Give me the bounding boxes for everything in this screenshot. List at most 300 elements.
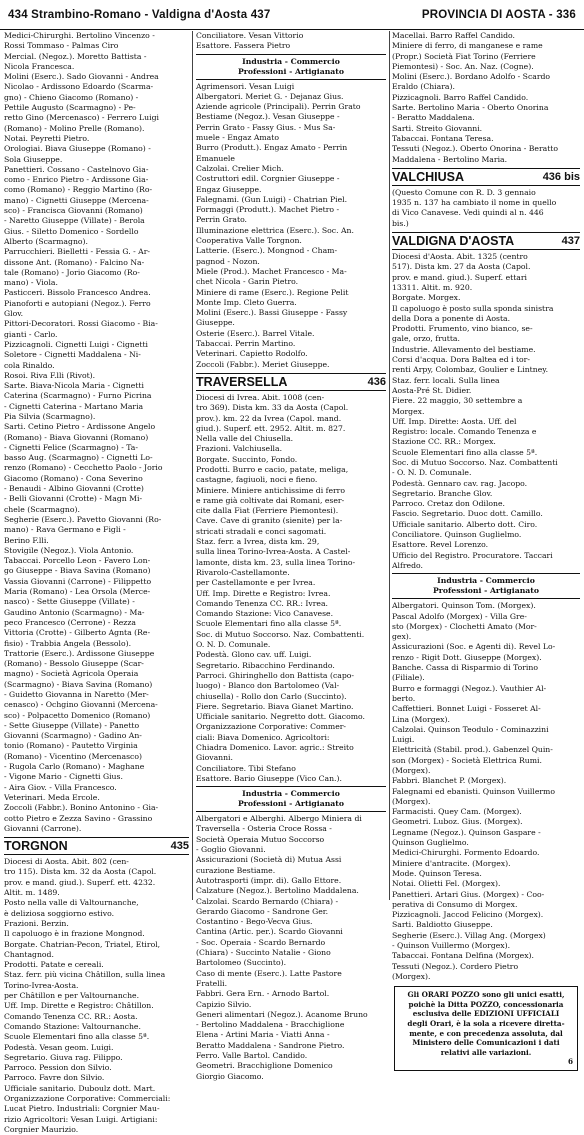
text-line: Caso di mente (Eserc.). Latte Pastore bbox=[196, 968, 342, 978]
text-line: Morgex. bbox=[392, 406, 425, 416]
text-line: gale, orzo, frutta. bbox=[392, 334, 460, 344]
section-heading-line: Industria - Commercio bbox=[242, 56, 340, 66]
text-line: Parroci. Ghiringhello don Battista (capo- bbox=[196, 670, 354, 680]
text-line: Aosta-Pré St. Didier. bbox=[392, 385, 472, 395]
text-line: Gerardo Giacomo - Sandrone Ger. bbox=[196, 906, 329, 916]
text-line: Segretario. Ribacchino Ferdinando. bbox=[196, 660, 335, 670]
text-line: Parroco. Cretaz don Odilone. bbox=[392, 499, 506, 509]
text-line: Agrimensori. Vesan Luigi bbox=[196, 81, 295, 91]
traversella-info bbox=[196, 393, 386, 784]
text-line: (Romano) - Biava Giovanni (Romano) bbox=[4, 432, 149, 442]
text-line: (Morgex). bbox=[392, 766, 431, 775]
town-title-traversella: TRAVERSELLA bbox=[196, 374, 288, 389]
text-line: Generi alimentari (Negoz.). Acanome Bruno bbox=[196, 1009, 368, 1019]
text-line: Stazione CC. RR.: Morgex. bbox=[392, 437, 496, 447]
text-line: sco) - Polpacetto Domenico (Romano) bbox=[4, 710, 151, 720]
text-line: - Sette Giuseppe (Villate) - Panetto bbox=[4, 720, 140, 730]
text-line: esclusiva delle EDIZIONI UFFICIALI bbox=[412, 1009, 560, 1019]
text-line: Conciliatore. Quinson Guglielmo. bbox=[392, 530, 522, 540]
text-line: Sarti. Baldiotto Giuseppe. bbox=[392, 920, 493, 930]
text-line: Macellai. Barro Raffel Candido. bbox=[392, 31, 515, 40]
text-line: - Cignetti Felice (Scarmagno) - Ta- bbox=[4, 442, 138, 452]
text-line: (Morgex). bbox=[392, 796, 431, 806]
text-line: giud.). Superf. ett. 2952. Altit. m. 827. bbox=[196, 423, 346, 433]
section-heading-line: Industria - Commercio bbox=[242, 789, 340, 799]
text-line: sulla linea Torino-Ivrea-Aosta. A Castel- bbox=[196, 547, 351, 557]
text-line: 1935 n. 137 ha cambiato il nome in quello bbox=[392, 198, 557, 208]
text-line: Elettricità (Stabil. prod.). Gabenzel Quin- bbox=[392, 745, 553, 755]
text-line: cotto Pietro e Zezza Savino - Grassino bbox=[4, 813, 153, 823]
text-line: Staz. ferr. più vicina Châtillon, sulla linea bbox=[4, 970, 166, 980]
town-title-bar bbox=[392, 168, 580, 186]
text-line: Rosoi. Riva F.lli (Rivot). bbox=[4, 370, 96, 380]
text-line: Sarti. Streito Giovanni. bbox=[392, 123, 483, 133]
text-line: Fabbri. Blanchet P. (Morgex). bbox=[392, 776, 507, 786]
section-heading bbox=[392, 576, 580, 596]
text-line: Cooperativa Valle Torgnon. bbox=[196, 236, 302, 246]
text-line: Giacomo (Romano) - Cona Severino bbox=[4, 473, 143, 483]
text-line: stricati stradali e conci sagomati. bbox=[196, 526, 327, 536]
text-line: Tabaccai. Perrin Martino. bbox=[196, 339, 296, 349]
text-line: Trattorie (Eserc.). Ardissone Giuseppe bbox=[4, 648, 155, 658]
text-line: Uff. Imp. Dirette e Registro: Châtillon. bbox=[4, 1001, 154, 1011]
text-line: Scuole Elementari fino alla classe 5ª. bbox=[4, 1032, 150, 1042]
text-line: 517). Dista km. 27 da Aosta (Capol. bbox=[392, 262, 531, 272]
text-line: Vassia Giovanni (Carrone) - Filippetto bbox=[4, 576, 152, 586]
text-line: Falegnami. (Gun Luigi) - Chatrian Piel. bbox=[196, 194, 348, 204]
text-line: Comando Tenenza CC. RR.: Aosta. bbox=[4, 1011, 138, 1021]
text-line: chet Nicola - Garin Pietro. bbox=[196, 277, 299, 287]
text-line: lamonte, dista km. 23, sulla linea Torino- bbox=[196, 557, 356, 567]
text-line: Pizzicagnoli. Jaccod Felicino (Morgex). bbox=[392, 910, 544, 920]
section-heading bbox=[196, 789, 386, 809]
text-line: Prodotti. Patate e cereali. bbox=[4, 960, 104, 970]
text-line: Tessuti (Negoz.). Oberto Onorina - Beratto bbox=[392, 144, 559, 154]
text-line: Parrucchieri. Bielletti - Fessia G. - Ar- bbox=[4, 247, 151, 257]
text-line: Segretario. Giuva rag. Filippo. bbox=[4, 1052, 123, 1062]
text-line: Posto nella valle di Valtournanche, bbox=[4, 898, 139, 908]
text-line: Molini (Eserc.). Bassi Giuseppe - Fassy bbox=[196, 308, 348, 318]
text-line: dissone Ant. (Romano) - Falcino Na- bbox=[4, 257, 145, 267]
text-line: Ministero delle Comunicazioni i dati bbox=[412, 1038, 560, 1048]
text-line: luogo) - Blanco don Bartolomeo (Val- bbox=[196, 681, 340, 691]
text-line: son (Morgex) - Società Elettrica Rumi. bbox=[392, 755, 542, 765]
text-line: perativa di Consumo di Morgex. bbox=[392, 899, 518, 909]
text-line: Organizzazione Corporative: Commerciali: bbox=[4, 1093, 171, 1103]
text-line: Alberto (Scarmagno). bbox=[4, 236, 88, 246]
text-line: Conciliatore. Vesan Vittorio bbox=[196, 31, 304, 40]
text-line: Veterinari. Meda Ercole. bbox=[4, 792, 100, 802]
notice-mark: 6 bbox=[567, 1057, 573, 1067]
text-line: cola Rinaldo. bbox=[4, 360, 55, 370]
text-line: Esattore. Revel Lorenzo. bbox=[392, 540, 489, 550]
text-line: Miniere di rame (Eserc.). Regione Pelit bbox=[196, 287, 349, 297]
text-line: Podestà. Vesan geom. Luigi. bbox=[4, 1042, 114, 1052]
text-line: Ferro. Valle Bartol. Candido. bbox=[196, 1051, 308, 1061]
text-line: gianti - Carlo. bbox=[4, 329, 58, 339]
text-line: Piemontesi) - Soc. An. Naz. (Cogne). bbox=[392, 61, 534, 71]
text-line: Frazioni. Valchiusella. bbox=[196, 444, 283, 454]
text-line: Gaudino Antonio (Scarmagno) - Ma- bbox=[4, 607, 145, 617]
rule bbox=[196, 786, 386, 787]
text-line: degli Orari, è la sola a ricevere diretta- bbox=[407, 1019, 565, 1029]
rule bbox=[196, 811, 386, 812]
town-title-bar bbox=[196, 373, 386, 391]
text-line: Frazioni. Berzin. bbox=[4, 918, 69, 928]
text-line: ciali: Biava Domenico. Agricoltori: bbox=[196, 732, 330, 742]
text-line: Calzature (Negoz.). Bertolino Maddalena. bbox=[196, 886, 359, 896]
text-line: Gius. - Siletto Domenico - Sordello bbox=[4, 226, 139, 236]
text-line: Vittoria (Crotte) - Gilberto Agnta (Re- bbox=[4, 628, 151, 638]
valdigna-directory bbox=[392, 601, 580, 982]
text-line: Tabaccai. Fontana Delfina (Morgex). bbox=[392, 951, 534, 961]
text-line: è deliziosa soggiorno estivo. bbox=[4, 908, 115, 918]
text-line: Pianoforti e autopiani (Negoz.). Ferro bbox=[4, 298, 151, 308]
page-header bbox=[0, 0, 584, 30]
text-line: Il capoluogo è in frazione Mongnod. bbox=[4, 929, 145, 939]
text-line: Perrin Grato. bbox=[196, 215, 248, 225]
text-line: Nicolao - Ardissono Edoardo (Scarma- bbox=[4, 82, 154, 92]
text-line: Molini (Eserc.). Sado Giovanni - Andrea bbox=[4, 72, 159, 82]
section-heading-line: Professioni - Artigianato bbox=[433, 586, 539, 596]
text-line: chele (Scarmagno). bbox=[4, 504, 80, 514]
text-line: per Châtillon e per Valtournanche. bbox=[4, 991, 140, 1001]
text-line: 13311. Altit. m. 920. bbox=[392, 282, 473, 292]
text-line: renzo (Romano) - Cecchetto Paolo - Jorio bbox=[4, 463, 163, 473]
text-line: (Romano) - Vicentino (Mercenasco) bbox=[4, 751, 142, 761]
text-line: Pizzicagnoli. Cignetti Luigi - Cignetti bbox=[4, 339, 149, 349]
text-line: Elena - Artini Maria - Viatti Anna - bbox=[196, 1030, 330, 1040]
text-line: Borgate. Succinto, Fondo. bbox=[196, 454, 298, 464]
text-line: Autotrasporti (impr. di). Gallo Ettore. bbox=[196, 875, 342, 885]
text-line: Legname (Negoz.). Quinson Gaspare - bbox=[392, 827, 541, 837]
text-line: Eraldo (Chiara). bbox=[392, 82, 455, 92]
text-line: Tabaccai. Fontana Teresa. bbox=[392, 133, 494, 143]
text-line: Veterinari. Capietto Rodolfo. bbox=[196, 349, 308, 359]
text-line: Fascio. Segretario. Duoc dott. Camillo. bbox=[392, 509, 543, 519]
text-line: tonio (Romano) - Pautetto Virginia bbox=[4, 741, 138, 751]
text-line: curazione Bestiame. bbox=[196, 865, 276, 875]
text-line: Capizio Silvio. bbox=[196, 999, 252, 1009]
text-line: basso Aug. (Scarmagno) - Cignetti Lo- bbox=[4, 453, 153, 463]
town-number: 435 bbox=[170, 840, 189, 853]
text-line: Pettile Augusto (Scarmagno) - Pe- bbox=[4, 103, 136, 113]
text-line: (Romano) - Bessolo Giuseppe (Scar- bbox=[4, 659, 144, 669]
text-line: e rame già coltivate dai Romani, eser- bbox=[196, 495, 345, 505]
text-line: Lucat Pietro. Industriali: Corgnier Mau- bbox=[4, 1104, 160, 1114]
text-line: Chiadra Domenico. Lavor. agric.: Streito bbox=[196, 743, 354, 752]
text-line: relativi alle variazioni. bbox=[440, 1047, 532, 1057]
text-line: - Quinson Vuillermo (Morgex). bbox=[392, 941, 511, 951]
text-line: Aziende agricole (Principali). Perrin Grato bbox=[196, 102, 361, 112]
text-line: Bartolomeo (Succinto). bbox=[196, 958, 287, 968]
text-line: Ufficio del Registro. Procuratore. Taccari bbox=[392, 550, 553, 560]
text-line: - Belli Giovanni (Crotte) - Magn Mi- bbox=[4, 494, 143, 504]
page-body bbox=[0, 31, 584, 1134]
text-line: Chantagnod. bbox=[4, 949, 54, 959]
text-line: nasco) - Sette Giuseppe (Villate) - bbox=[4, 597, 135, 607]
text-line: Stovigile (Negoz.). Viola Antonio. bbox=[4, 545, 134, 555]
text-line: go Giuseppe - Biava Savina (Romano) bbox=[4, 566, 151, 576]
text-line: Pizzicagnoli. Barro Raffel Candido. bbox=[392, 92, 529, 102]
text-line: Orologiai. Biava Giuseppe (Romano) - bbox=[4, 144, 151, 154]
text-line: castagne, fagiuoli, noci e fieno. bbox=[196, 475, 318, 485]
text-line: Illuminazione elettrica (Eserc.). Soc. An. bbox=[196, 225, 354, 235]
text-line: berto. bbox=[392, 693, 416, 703]
town-title-bar bbox=[392, 232, 580, 250]
text-line: Farmacisti. Quey Cam. (Morgex). bbox=[392, 807, 522, 817]
text-line: Registro: locale. Comando Tenenza e bbox=[392, 427, 537, 437]
town-number: 436 bis bbox=[542, 170, 580, 183]
text-line: Staz. ferr. a Ivrea, dista km. 29, bbox=[196, 537, 320, 547]
text-line: sto (Morgex) - Clochetti Amato (Mor- bbox=[392, 621, 537, 631]
notice-text bbox=[399, 990, 573, 1057]
text-line: Podestà. Gennaro cav. rag. Jacopo. bbox=[392, 478, 528, 488]
text-line: como (Romano) - Reggio Martino (Ro- bbox=[4, 185, 153, 195]
text-line: Soc. di Mutuo Soccorso. Naz. Combattenti. bbox=[196, 629, 365, 639]
text-line: per Castellamonte e per Ivrea. bbox=[196, 578, 316, 588]
text-line: O. N. D. Comunale. bbox=[196, 640, 271, 650]
text-line: Esattore. Fassera Pietro bbox=[196, 41, 291, 51]
text-line: Burro e formaggi (Negoz.). Vauthier Al- bbox=[392, 683, 547, 693]
text-line: Maria (Romano) - Lea Orsola (Merce- bbox=[4, 587, 151, 597]
text-line: - Soc. Operaia - Scardo Bernardo bbox=[196, 937, 326, 947]
text-line: - Guidetto Giovanna in Naretto (Mer- bbox=[4, 690, 149, 699]
column-2 bbox=[196, 31, 386, 1081]
text-line: Altit. m. 1489. bbox=[4, 888, 60, 898]
text-line: cite dalla Fiat (Ferriere Piemontesi). bbox=[196, 506, 339, 516]
text-line: Cave. Cave di granito (sienite) per la- bbox=[196, 516, 343, 526]
text-line: - Naretto Giuseppe (Villate) - Berola bbox=[4, 216, 145, 226]
text-line: tale (Romano) - Jorio Giacomo (Ro- bbox=[4, 267, 140, 277]
text-line: Rossi Tommaso - Palmas Ciro bbox=[4, 41, 119, 51]
text-line: Soc. di Mutuo Soccorso. Naz. Combattenti bbox=[392, 457, 558, 467]
text-line: Quinson Guglielmo. bbox=[392, 838, 469, 848]
torgnon-officials bbox=[196, 31, 386, 52]
text-line: mano) - Viola. bbox=[4, 278, 58, 288]
text-line: Diocesi di Aosta. Abit. 802 (cen- bbox=[4, 857, 129, 867]
text-line: Sola Giuseppe. bbox=[4, 154, 63, 164]
text-line: Latterie. (Eserc.). Mongnod - Cham- bbox=[196, 246, 338, 256]
text-line: gex). bbox=[392, 632, 412, 642]
text-line: Traversella - Osteria Croce Rossa - bbox=[196, 824, 332, 834]
text-line: Staz. ferr. locali. Sulla linea bbox=[392, 375, 500, 385]
text-line: chiusella) - Rollo don Carlo (Succinto). bbox=[196, 691, 347, 701]
text-line: mano) - Cignetti Giuseppe (Mercena- bbox=[4, 195, 149, 205]
text-line: Tessuti (Negoz.). Cordero Pietro bbox=[392, 961, 519, 971]
town-title-bar bbox=[4, 837, 189, 855]
text-line: Costruttori edil. Corgnier Giuseppe - bbox=[196, 174, 340, 184]
text-line: Medici-Chirurghi. Formento Edoardo. bbox=[392, 848, 540, 858]
text-line: Pascal Adolfo (Morgex) - Villa Gre- bbox=[392, 611, 527, 621]
text-line: Miele (Prod.). Machet Francesco - Ma- bbox=[196, 266, 347, 276]
text-line: Assicurazioni (Soc. e Agenti di). Revel Lo- bbox=[392, 642, 556, 652]
town-number: 437 bbox=[561, 235, 580, 248]
text-line: prov. e mand. giud.). Superf. ettari bbox=[392, 272, 528, 282]
text-line: Cantina (Artic. per.). Scardo Giovanni bbox=[196, 927, 343, 937]
rule bbox=[392, 598, 580, 599]
text-line: Medici-Chirurghi. Bertolino Vincenzo - bbox=[4, 31, 155, 40]
traversella-directory bbox=[196, 814, 386, 1082]
text-line: cenasco) - Ochgino Giovanni (Mercena- bbox=[4, 700, 158, 710]
text-line: (Filiale). bbox=[392, 673, 425, 683]
text-line: (Propr.) Società Fiat Torino (Ferriere bbox=[392, 51, 536, 61]
text-line: Alfredo. bbox=[392, 560, 423, 570]
text-line: Berino F.lli. bbox=[4, 535, 49, 545]
text-line: Comando Stazione: Valtournanche. bbox=[4, 1021, 141, 1031]
text-line: Fratelli. bbox=[196, 978, 228, 988]
text-line: Albergatori. Quinson Tom. (Morgex). bbox=[392, 601, 536, 611]
text-line: Uff. Imp. Dirette e Registro: Ivrea. bbox=[196, 588, 331, 598]
text-line: Fiere. Segretario. Biava Gianet Martino. bbox=[196, 701, 354, 711]
text-line: magno) - Società Agricola Operaia bbox=[4, 669, 139, 679]
text-line: poichè la Ditta POZZO, concessionaria bbox=[408, 999, 564, 1009]
text-line: Geometri. Bracchiglione Domenico bbox=[196, 1061, 333, 1071]
traversella-directory-cont bbox=[392, 31, 580, 165]
text-line: Calzolai. Quinson Teodulo - Cominazzini bbox=[392, 724, 549, 734]
text-line: Fabbri. Gera Ern. - Arnodo Bartol. bbox=[196, 989, 330, 999]
text-line: Segherie (Eserc.). Pavetto Giovanni (Ro- bbox=[4, 514, 162, 524]
rule bbox=[196, 54, 386, 55]
town-number: 436 bbox=[367, 375, 386, 388]
text-line: Calzolai. Scardo Bernardo (Chiara) - bbox=[196, 896, 339, 906]
text-line: Notai. Olietti Fel. (Morgex). bbox=[392, 879, 501, 889]
text-line: - Vigone Mario - Cignetti Gius. bbox=[4, 772, 123, 782]
section-heading-line: Professioni - Artigianato bbox=[238, 66, 344, 76]
header-left: 434 Strambino-Romano - Valdigna d'Aosta 437 bbox=[8, 8, 271, 21]
text-line: Sarte. Biava-Nicola Maria - Cignetti bbox=[4, 381, 144, 391]
text-line: Ufficiale sanitario. Alberto dott. Ciro. bbox=[392, 519, 538, 529]
text-line: Falegnami ed ebanisti. Quinson Vuillermo bbox=[392, 786, 555, 796]
text-line: Diocesi d'Aosta. Abit. 1325 (centro bbox=[392, 252, 528, 262]
torgnon-directory bbox=[196, 82, 386, 370]
text-line: Soletore - Cignetti Maddalena - Ni- bbox=[4, 350, 141, 360]
text-line: Maddalena - Bertolino Maria. bbox=[392, 154, 508, 164]
text-line: Società Operaia Mutuo Soccorso bbox=[196, 834, 325, 844]
pozzo-notice-box bbox=[394, 986, 578, 1071]
text-line: Industrie. Allevamento del bestiame. bbox=[392, 344, 536, 354]
text-line: Albergatori e Alberghi. Albergo Miniera di bbox=[196, 814, 362, 824]
text-line: renzo - Rigit Dott. Giuseppe (Morgex). bbox=[392, 652, 542, 662]
text-line: - Beratto Maddalena. bbox=[392, 113, 475, 123]
text-line: Rivarolo-Castellamonte. bbox=[196, 567, 290, 577]
text-line: Sarte. Bertolino Maria - Oberto Onorina bbox=[392, 103, 549, 113]
text-line: retto Gino (Mercenasco) - Ferrero Luigi bbox=[4, 113, 159, 123]
text-line: Notai. Peyretti Pietro. bbox=[4, 133, 90, 143]
text-line: Geometri. Luboz. Gius. (Morgex). bbox=[392, 817, 523, 827]
text-line: Formaggi (Produtt.). Machet Pietro - bbox=[196, 205, 340, 215]
text-line: mano) - Rava Germano e Figli - bbox=[4, 525, 126, 535]
text-line: como - Enrico Pietro - Ardissone Gia- bbox=[4, 175, 149, 185]
text-line: Ufficiale sanitario. Negretto dott. Giacomo. bbox=[196, 712, 365, 722]
text-line: Caffettieri. Bonnet Luigi - Fosseret Al- bbox=[392, 704, 541, 714]
text-line: Corgnier Maurizio. bbox=[4, 1124, 79, 1134]
text-line: Torino-Ivrea-Aosta. bbox=[4, 980, 79, 990]
text-line: pagnod - Nozon. bbox=[196, 256, 260, 266]
text-line: Prodotti. Frumento, vino bianco, se- bbox=[392, 324, 533, 334]
text-line: gno) - Chieno Giacomo (Romano) - bbox=[4, 92, 139, 102]
text-line: Zoccoli (Fabbr.). Bonino Antonino - Gia- bbox=[4, 803, 159, 813]
text-line: Gli ORARI POZZO sono gli unici esatti, bbox=[407, 990, 565, 1000]
text-line: rizio Agricoltori: Vesan Luigi. Artigiani: bbox=[4, 1114, 158, 1124]
town-title-torgnon: TORGNON bbox=[4, 839, 68, 854]
text-line: Uff. Imp. Dirette: Aosta. Uff. del bbox=[392, 416, 517, 426]
section-heading bbox=[196, 57, 386, 77]
text-line: Albergatori. Meriet G. - Dejanaz Gius. bbox=[196, 91, 344, 101]
rule bbox=[392, 573, 580, 574]
text-line: Esattore. Bario Giuseppe (Vico Can.). bbox=[196, 773, 342, 783]
text-line: Sarti. Cetino Pietro - Ardissone Angelo bbox=[4, 422, 156, 432]
text-line: Nella valle del Chiusella. bbox=[196, 434, 294, 444]
column-3 bbox=[392, 31, 580, 1067]
text-line: Organizzazione Corporative: Commer- bbox=[196, 722, 347, 732]
text-line: peco Francesco (Cerrone) - Rezza bbox=[4, 617, 136, 627]
text-line: bis.) bbox=[392, 218, 409, 228]
text-line: tro 115). Dista km. 32 da Aosta (Capol. bbox=[4, 867, 157, 877]
text-line: Molini (Eserc.). Bordano Adolfo - Scardo bbox=[392, 72, 551, 82]
text-line: Scuole Elementari fino alla classe 5ª. bbox=[392, 447, 538, 457]
text-line: - O. N. D. Comunale. bbox=[392, 468, 472, 478]
text-line: della Dora a ponente di Aosta. bbox=[392, 313, 511, 323]
text-line: Engaz Giuseppe. bbox=[196, 184, 262, 194]
text-line: Borgate. Chatrian-Pecon, Triatel, Etirol, bbox=[4, 939, 161, 949]
text-line: Caterina (Scarmagno) - Furno Picrina bbox=[4, 391, 152, 401]
valdigna-info bbox=[392, 252, 580, 571]
text-line: Fiere. 22 maggio, 30 settembre a bbox=[392, 396, 523, 406]
text-line: Luigi. bbox=[392, 735, 415, 745]
text-line: Tabaccai. Porcello Leon - Favero Lon- bbox=[4, 556, 151, 566]
text-line: Segretario. Branche Glov. bbox=[392, 488, 493, 498]
text-line: Giorgio Giacomo. bbox=[196, 1071, 264, 1081]
text-line: Banche. Cassa di Risparmio di Torino bbox=[392, 663, 538, 673]
text-line: Calzolai. Crelier Mich. bbox=[196, 163, 284, 173]
text-line: Segherie (Eserc.). Villag Ang. (Morgex) bbox=[392, 930, 546, 940]
rule bbox=[196, 79, 386, 80]
section-heading-line: Professioni - Artigianato bbox=[238, 799, 344, 809]
text-line: Emanuele bbox=[196, 153, 235, 163]
section-heading-line: Industria - Commercio bbox=[437, 576, 535, 586]
text-line: - Bertolino Maddalena - Bracchiglione bbox=[196, 1020, 345, 1030]
text-line: Lina (Morgex). bbox=[392, 714, 450, 724]
text-line: Mercial. (Negoz.). Moretto Battista - bbox=[4, 51, 147, 61]
text-line: Perrin Grato - Fassy Gius. - Mus Sa- bbox=[196, 122, 336, 132]
text-line: Giovanni (Carrone). bbox=[4, 823, 82, 833]
text-line: muele - Engaz Amato bbox=[196, 133, 279, 143]
text-line: sco) - Francisca Giovanni (Romano) bbox=[4, 206, 143, 216]
text-line: Diocesi di Ivrea. Abit. 1008 (cen- bbox=[196, 392, 325, 402]
text-line: Parroco. Favre don Silvio. bbox=[4, 1073, 105, 1083]
text-line: Miniere di ferro, di manganese e rame bbox=[392, 41, 543, 51]
text-line: Parroco. Pession don Silvio. bbox=[4, 1063, 112, 1073]
text-line: Nicola Francesca. bbox=[4, 61, 75, 71]
town-title-valchiusa: VALCHIUSA bbox=[392, 169, 464, 184]
text-line: - Goglio Giovanni. bbox=[196, 845, 266, 855]
text-line: Pittori-Decoratori. Rossi Giacomo - Bia- bbox=[4, 319, 158, 329]
text-line: Miniere d'antracite. (Morgex). bbox=[392, 858, 511, 868]
column-1 bbox=[4, 31, 189, 1134]
text-line: Corsi d'acqua. Dora Baltea ed i tor- bbox=[392, 355, 530, 365]
text-line: prov.). km. 22 da Ivrea (Capol. mand. bbox=[196, 413, 342, 423]
text-line: - Benaudi - Albino Giovanni (Crotte) bbox=[4, 484, 144, 494]
text-line: tro 369). Dista km. 33 da Aosta (Capol. bbox=[196, 403, 349, 413]
text-line: Comando Tenenza CC. RR.: Ivrea. bbox=[196, 598, 328, 608]
text-line: Giuseppe. bbox=[196, 318, 235, 328]
text-line: Il capoluogo è posto sulla sponda sinistra bbox=[392, 303, 554, 313]
text-line: Osterie (Eserc.). Barrel Vitale. bbox=[196, 328, 315, 338]
text-line: Monte Imp. Cleto Guerra. bbox=[196, 297, 297, 307]
text-line: di Vico Canavese. Vedi quindi al n. 446 bbox=[392, 208, 544, 218]
text-line: prov. e mand. giud.). Superf. ett. 4232. bbox=[4, 877, 156, 887]
